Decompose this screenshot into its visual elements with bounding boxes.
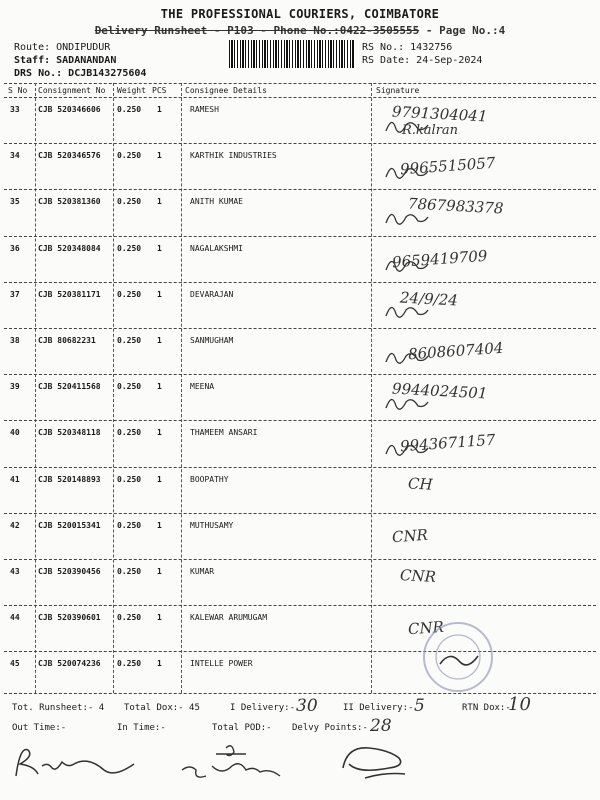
col-divider <box>181 83 182 693</box>
row-separator <box>4 605 596 606</box>
i-delivery-value: 30 <box>296 696 318 716</box>
rtn-dox-value: 10 <box>508 694 531 715</box>
i-delivery-label: I Delivery:- <box>230 703 296 713</box>
drs-label: DRS No.: DCJB143275604 <box>14 68 147 79</box>
row-consignment-no: CJB 520015341 <box>38 520 101 530</box>
row-pcs: 1 <box>157 336 162 345</box>
courier-stamp <box>418 618 498 696</box>
row-signature-mark <box>382 250 492 278</box>
row-consignee: KALEWAR ARUMUGAM <box>190 613 268 623</box>
row-pcs: 1 <box>157 659 162 669</box>
row-sno: 35 <box>10 197 20 207</box>
row-separator <box>4 189 596 190</box>
row-consignee: BOOPATHY <box>190 474 229 484</box>
row-pcs: 1 <box>157 382 162 392</box>
row-separator <box>4 328 596 329</box>
barcode <box>229 40 355 68</box>
row-signature-stroke <box>386 122 428 132</box>
in-time: In Time:- <box>117 723 166 733</box>
row-signature-stroke <box>386 400 428 410</box>
row-handwritten-note: 24/9/24 <box>399 288 459 310</box>
row-separator <box>4 513 596 514</box>
rs-date-label: RS Date: 24-Sep-2024 <box>362 55 483 66</box>
runsheet-subtitle <box>0 24 600 37</box>
row-signature-stroke <box>386 169 428 179</box>
table-header-rule <box>4 97 596 98</box>
row-signature-stroke <box>386 215 428 225</box>
supervisor-signature <box>176 736 316 786</box>
row-signature-mark <box>382 203 492 231</box>
row-signature-mark <box>382 296 492 324</box>
row-consignee: DEVARAJAN <box>190 289 234 299</box>
row-sno: 40 <box>10 428 20 438</box>
ii-delivery-value: 5 <box>414 696 425 716</box>
delvy-points-value: 28 <box>370 716 392 736</box>
col-divider <box>35 83 36 693</box>
row-sno: 38 <box>10 336 20 345</box>
approver-signature <box>335 728 425 788</box>
row-handwritten-note: 9965515057 <box>399 153 496 179</box>
row-sno: 45 <box>10 659 20 669</box>
row-signature-mark <box>382 342 492 370</box>
row-handwritten-note: 8608607404 <box>407 338 504 364</box>
row-weight: 0.250 <box>117 520 142 530</box>
row-separator <box>4 467 596 468</box>
row-sno: 44 <box>10 613 20 623</box>
col-header-weight: Weight <box>117 86 146 95</box>
row-weight: 0.250 <box>117 151 142 161</box>
row-weight: 0.250 <box>117 243 142 253</box>
row-handwritten-note: CNR <box>407 617 445 639</box>
runsheet-subtitle-left: Delivery Runsheet - P103 - Phone No.:0422-3505555 <box>94 24 420 37</box>
row-handwritten-note: CNR <box>399 566 437 586</box>
row-handwritten-note: 9944024501 <box>391 379 488 403</box>
row-handwritten-note: 9791304041 <box>391 102 488 126</box>
row-weight: 0.250 <box>117 659 142 669</box>
row-sno: 36 <box>10 243 20 253</box>
row-separator <box>4 143 596 144</box>
row-consignment-no: CJB 520390601 <box>38 613 101 623</box>
row-signature-stroke <box>386 307 428 317</box>
row-consignee: KUMAR <box>190 567 215 576</box>
row-handwritten-note: 9943671157 <box>399 431 496 456</box>
row-consignment-no: CJB 520148893 <box>38 474 101 484</box>
row-signature-stroke <box>386 353 428 363</box>
col-header-consignee: Consignee Details <box>185 86 267 95</box>
row-consignee: NAGALAKSHMI <box>190 243 243 253</box>
total-dox: Total Dox:- 45 <box>124 703 200 713</box>
row-separator <box>4 420 596 421</box>
row-consignee: INTELLE POWER <box>190 659 253 669</box>
row-consignee: MUTHUSAMY <box>190 520 234 530</box>
col-header-sno: S No <box>8 86 28 95</box>
row-pcs: 1 <box>157 474 162 484</box>
row-pcs: 1 <box>157 289 162 299</box>
row-consignment-no: CJB 520348118 <box>38 428 101 438</box>
row-sno: 43 <box>10 567 20 576</box>
row-separator <box>4 559 596 560</box>
total-pod: Total POD:- <box>212 723 272 733</box>
row-weight: 0.250 <box>117 382 142 392</box>
delvy-points-label: Delvy Points:- <box>292 723 368 733</box>
col-divider <box>113 83 114 693</box>
row-signature-mark <box>382 434 492 462</box>
row-sno: 34 <box>10 151 20 161</box>
col-header-consignment: Consignment No <box>38 86 106 95</box>
row-handwritten-note: 7867983378 <box>407 194 504 218</box>
row-sno: 42 <box>10 520 20 530</box>
row-separator <box>4 374 596 375</box>
row-weight: 0.250 <box>117 105 142 114</box>
staff-signature <box>8 736 168 786</box>
row-sno: 37 <box>10 289 20 299</box>
row-weight: 0.250 <box>117 197 142 207</box>
tot-runsheet: Tot. Runsheet:- 4 <box>12 703 105 713</box>
row-consignment-no: CJB 80682231 <box>38 336 96 345</box>
row-consignee: ANITH KUMAE <box>190 197 243 207</box>
row-handwritten-note: CNR <box>391 525 429 547</box>
row-consignee: RAMESH <box>190 105 219 114</box>
row-weight: 0.250 <box>117 336 142 345</box>
rs-no-label: RS No.: 1432756 <box>362 42 453 53</box>
row-consignment-no: CJB 520346576 <box>38 151 101 161</box>
row-weight: 0.250 <box>117 474 142 484</box>
route-label: Route: ONDIPUDUR <box>14 42 111 53</box>
row-consignment-no: CJB 520346606 <box>38 105 101 114</box>
row-sno: 39 <box>10 382 20 392</box>
row-separator <box>4 282 596 283</box>
row-pcs: 1 <box>157 567 162 576</box>
row-consignment-no: CJB 520348084 <box>38 243 101 253</box>
row-consignee: SANMUGHAM <box>190 336 234 345</box>
row-handwritten-note: 9659419709 <box>391 246 488 271</box>
row-consignment-no: CJB 520074236 <box>38 659 101 669</box>
row-weight: 0.250 <box>117 567 142 576</box>
row-pcs: 1 <box>157 613 162 623</box>
row-separator <box>4 651 596 652</box>
row-signature-mark <box>382 111 492 139</box>
row-weight: 0.250 <box>117 289 142 299</box>
row-pcs: 1 <box>157 243 162 253</box>
row-separator <box>4 236 596 237</box>
out-time: Out Time:- <box>12 723 67 733</box>
staff-label: Staff: SADANANDAN <box>14 55 117 66</box>
row-consignment-no: CJB 520411568 <box>38 382 101 392</box>
rtn-dox-label: RTN Dox:- <box>462 703 511 713</box>
row-signature-mark <box>382 388 492 416</box>
row-signature-mark <box>382 157 492 185</box>
ii-delivery-label: II Delivery:- <box>343 703 414 713</box>
row-weight: 0.250 <box>117 613 142 623</box>
row-pcs: 1 <box>157 520 162 530</box>
row-consignee: KARTHIK INDUSTRIES <box>190 151 277 161</box>
row-consignee: MEENA <box>190 382 215 392</box>
row-pcs: 1 <box>157 151 162 161</box>
row-signature-stroke <box>386 446 428 456</box>
col-header-pcs: PCS <box>152 86 167 95</box>
col-header-signature: Signature <box>376 86 420 95</box>
row-pcs: 1 <box>157 105 162 114</box>
row-consignment-no: CJB 520381171 <box>38 289 101 299</box>
row-handwritten-note: CH <box>407 473 434 494</box>
runsheet-page-no: - Page No.:4 <box>419 24 506 37</box>
row-pcs: 1 <box>157 197 162 207</box>
row-sno: 33 <box>10 105 20 114</box>
row-weight: 0.250 <box>117 428 142 438</box>
row-consignment-no: CJB 520390456 <box>38 567 101 576</box>
row-pcs: 1 <box>157 428 162 438</box>
table-top-rule <box>4 83 596 84</box>
row-signature-stroke <box>386 261 428 271</box>
col-divider <box>371 83 372 693</box>
row-handwritten-signature: R.kalran <box>402 123 459 138</box>
row-sno: 41 <box>10 474 20 484</box>
company-title: THE PROFESSIONAL COURIERS, COIMBATORE <box>160 7 440 21</box>
row-consignment-no: CJB 520381360 <box>38 197 101 207</box>
row-consignee: THAMEEM ANSARI <box>190 428 258 438</box>
